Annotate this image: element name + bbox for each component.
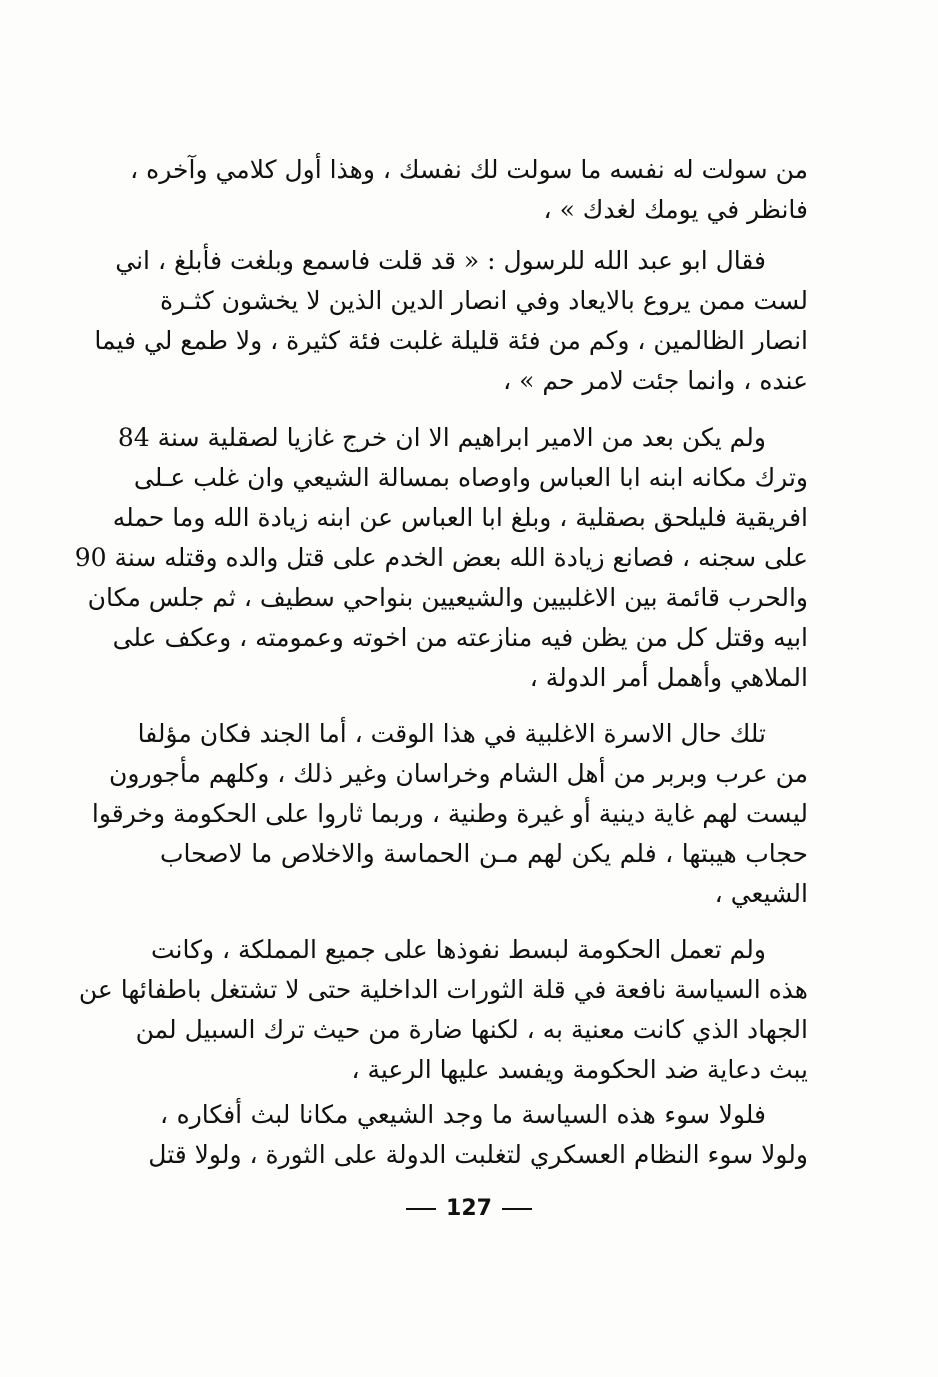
text-line: الجهاد الذي كانت معنية به ، لكنها ضارة من حيث ترك السبيل لمن [135,1015,808,1044]
page-number-value: 127 [446,1196,492,1221]
text-line: من عرب وبربر من أهل الشام وخراسان وغير ذلك ، وكلهم مأجورون [109,759,808,788]
text-line: على سجنه ، فصانع زيادة الله بعض الخدم على قتل والده وقتله سنة 90 [74,543,808,572]
text-line: ولم تعمل الحكومة لبسط نفوذها على جميع المملكة ، وكانت [150,935,766,964]
text-line: تلك حال الاسرة الاغلبية في هذا الوقت ، أما الجند فكان مؤلفا [137,719,766,748]
paragraph-3 [74,418,808,698]
text-line: فقال ابو عبد الله للرسول : « قد قلت فاسمع وبلغت فأبلغ ، اني [115,246,766,275]
page-number [0,1194,938,1224]
text-line: ولولا سوء النظام العسكري لتغلبت الدولة على الثورة ، ولولا قتل [148,1140,808,1169]
text-line: وترك مكانه ابنه ابا العباس واوصاه بمسالة الشيعي وان غلب عـلى [133,463,808,492]
text-line: فانظر في يومك لغدك » ، [543,195,808,224]
text-line: والحرب قائمة بين الاغلبيين والشيعيين بنواحي سطيف ، ثم جلس مكان [87,583,808,612]
dash-right [502,1208,532,1210]
text-line: من سولت له نفسه ما سولت لك نفسك ، وهذا أول كلامي وآخره ، [130,155,808,184]
text-line: حجاب هيبتها ، فلم يكن لهم مـن الحماسة والاخلاص ما لاصحاب [160,839,808,868]
text-line: يبث دعاية ضد الحكومة ويفسد عليها الرعية ، [351,1055,808,1084]
paragraph-6 [148,1095,808,1175]
dash-left [406,1208,436,1210]
text-line: الشيعي ، [714,879,808,908]
text-line: لست ممن يروع بالايعاد وفي انصار الدين الذين لا يخشون كثـرة [160,286,808,315]
paragraph-5 [78,930,808,1090]
text-line: فلولا سوء هذه السياسة ما وجد الشيعي مكانا لبث أفكاره ، [160,1100,766,1129]
text-line: ليست لهم غاية دينية أو غيرة وطنية ، وربما ثاروا على الحكومة وخرقوا [91,799,808,828]
text-line: ابيه وقتل كل من يظن فيه منازعته من اخوته وعمومته ، وعكف على [112,623,808,652]
text-line: عنده ، وانما جئت لامر حم » ، [503,366,808,395]
text-line: الملاهي وأهمل أمر الدولة ، [529,663,808,692]
paragraph-2 [94,241,808,401]
paragraph-1 [130,150,808,230]
text-line: انصار الظالمين ، وكم من فئة قليلة غلبت فئة كثيرة ، ولا طمع لي فيما [94,326,808,355]
text-line: افريقية فليلحق بصقلية ، وبلغ ابا العباس عن ابنه زيادة الله وما حمله [112,503,808,532]
text-line: هذه السياسة نافعة في قلة الثورات الداخلية حتى لا تشتغل باطفائها عن [78,975,808,1004]
paragraph-4 [91,714,808,914]
text-line: ولم يكن بعد من الامير ابراهيم الا ان خرج غازيا لصقلية سنة 84 [117,423,766,452]
